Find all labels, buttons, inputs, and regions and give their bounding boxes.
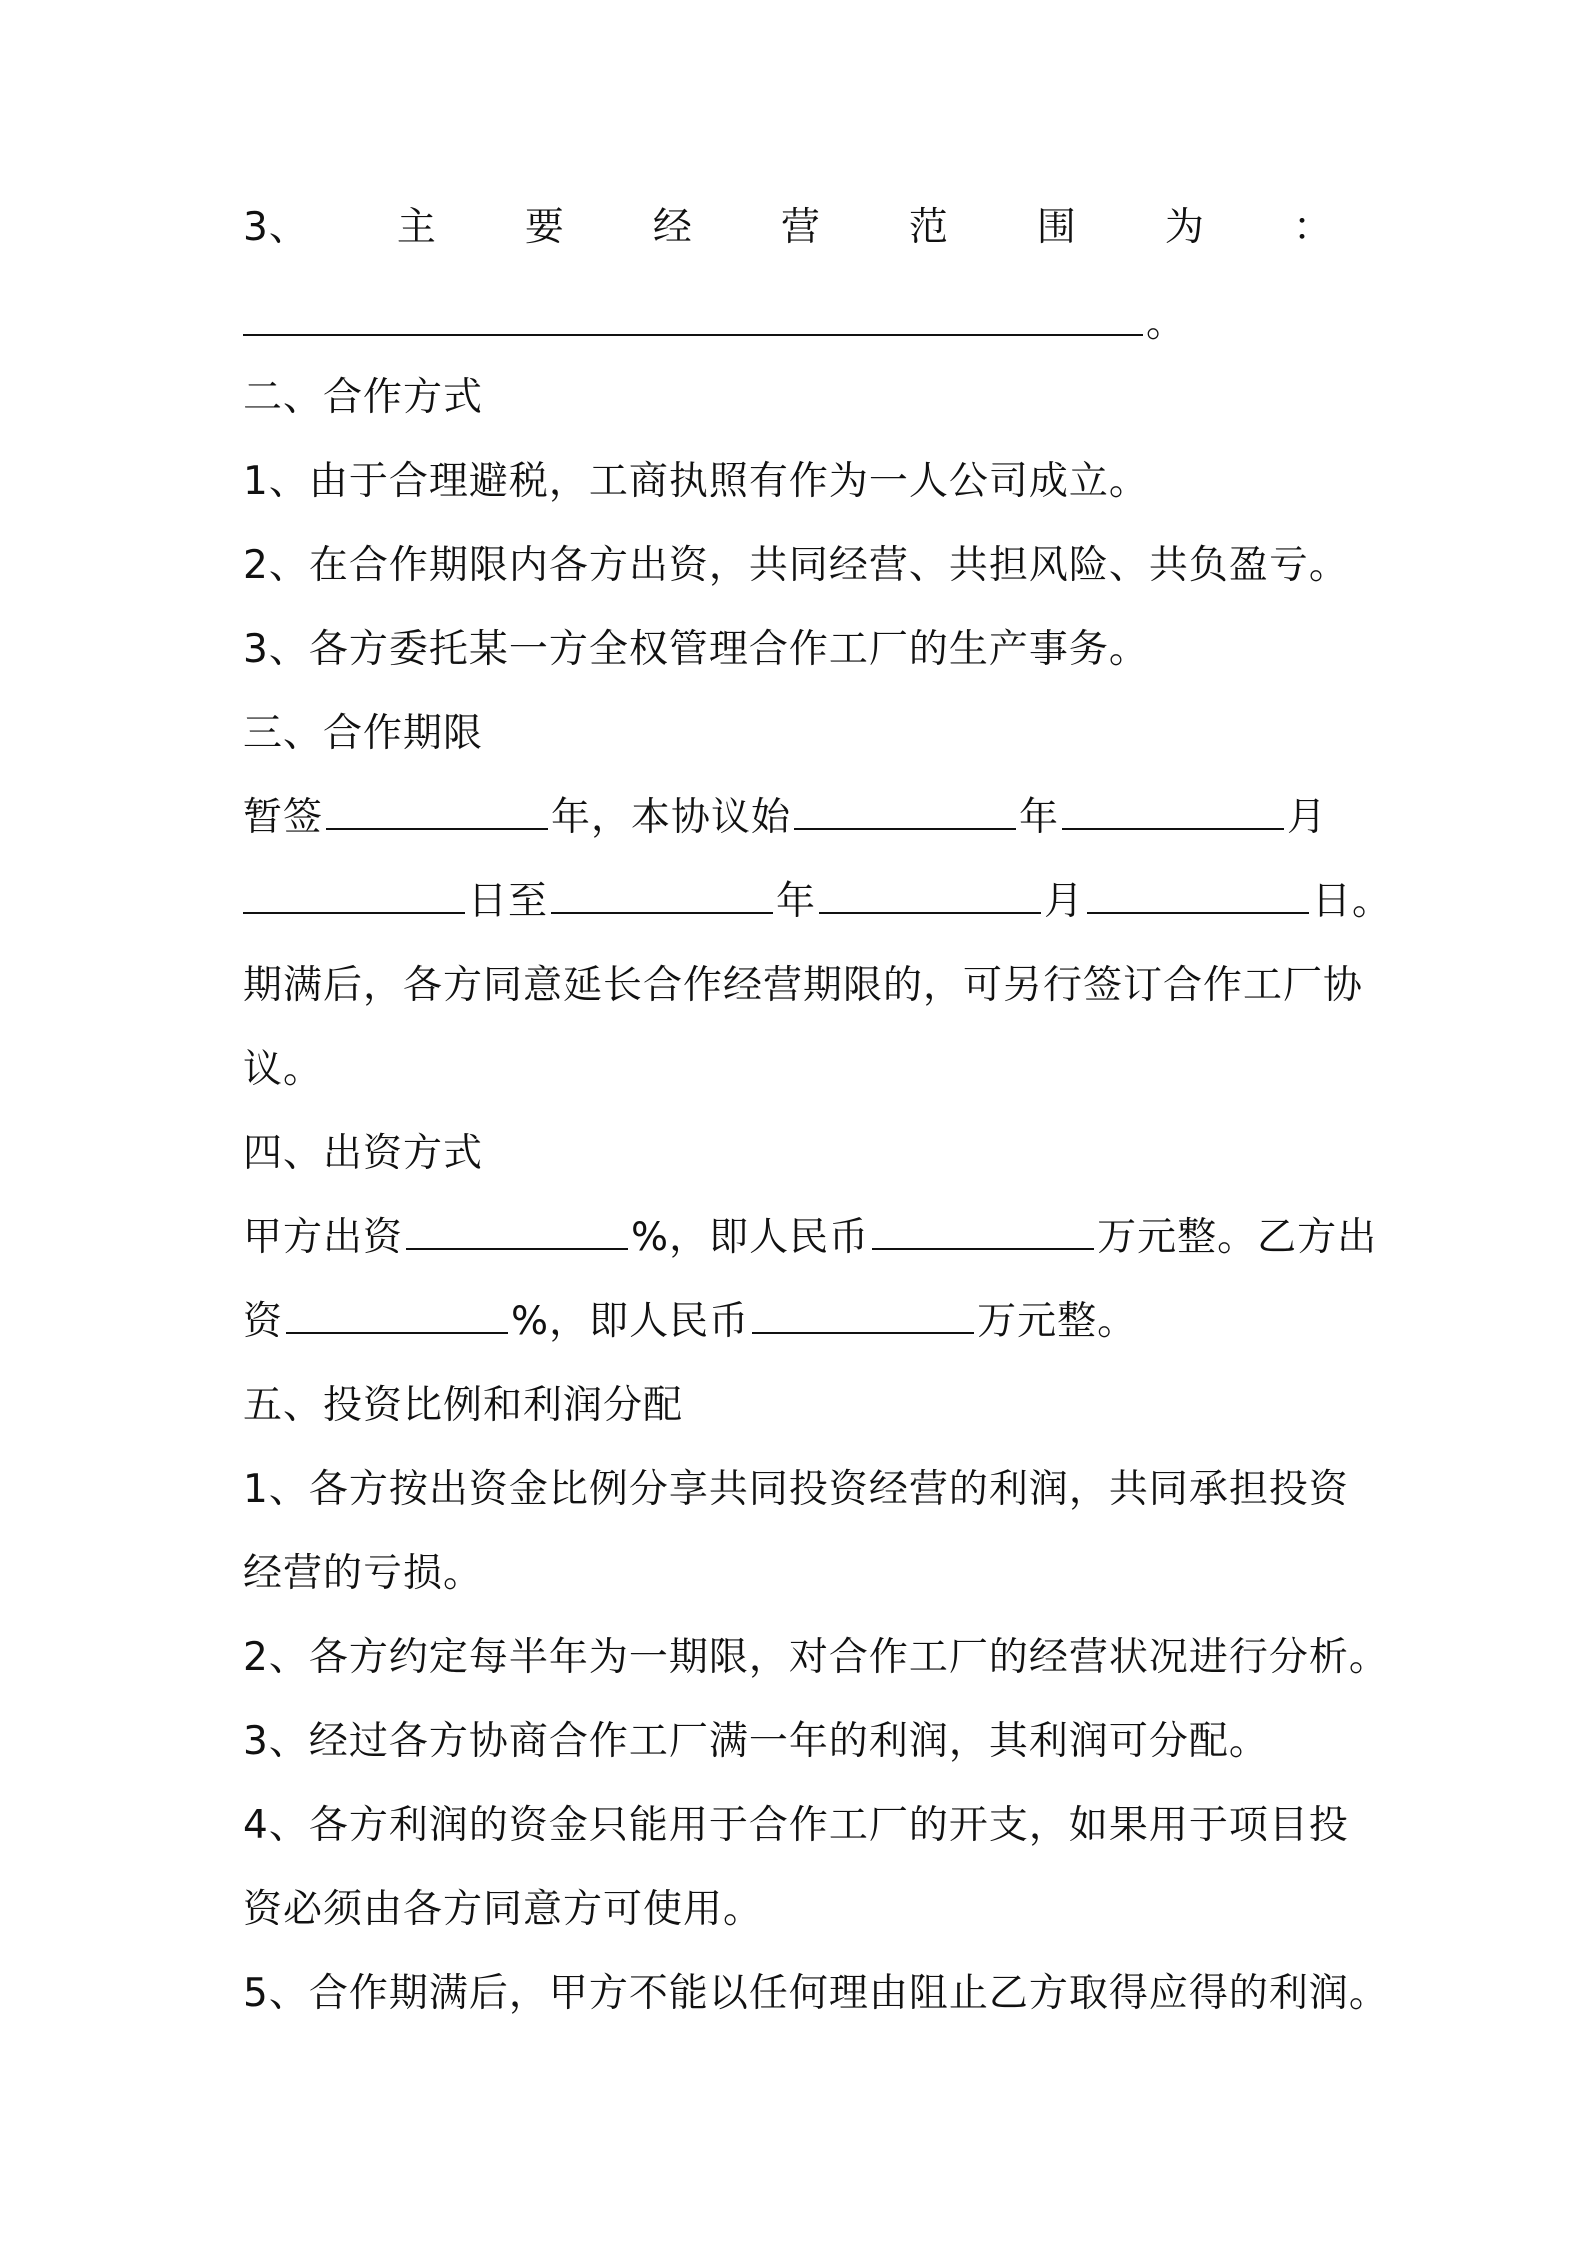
blank-start-day xyxy=(243,882,465,914)
period-mark: 。 xyxy=(1146,301,1187,346)
scope-char: 主 xyxy=(396,205,437,250)
text-segment: %，即人民币 xyxy=(511,1299,750,1344)
paragraph: 3、各方委托某一方全权管理合作工厂的生产事务。 xyxy=(243,627,1149,672)
term-line-1 xyxy=(243,790,1363,846)
investment-line-1 xyxy=(243,1210,1378,1266)
text-segment: 万元整。 xyxy=(977,1299,1138,1344)
section-heading-cooperation-method: 二、合作方式 xyxy=(243,375,484,420)
section-heading-investment-method: 四、出资方式 xyxy=(243,1131,484,1176)
text-segment: %，即人民币 xyxy=(631,1215,870,1260)
scope-char: 为 xyxy=(1164,205,1205,250)
scope-char: 经 xyxy=(652,205,693,250)
blank-party-a-percent xyxy=(406,1218,628,1250)
text-segment: 年，本协议始 xyxy=(551,795,792,840)
text-segment: 月 xyxy=(1044,879,1085,924)
blank-years xyxy=(326,798,548,830)
text-segment: 日。 xyxy=(1312,879,1393,924)
text-segment: 日至 xyxy=(468,879,549,924)
scope-char: ： xyxy=(1292,205,1333,250)
paragraph: 1、各方按出资金比例分享共同投资经营的利润，共同承担投资 xyxy=(243,1467,1349,1512)
paragraph: 4、各方利润的资金只能用于合作工厂的开支，如果用于项目投 xyxy=(243,1803,1349,1848)
blank-end-month xyxy=(819,882,1041,914)
paragraph: 议。 xyxy=(243,1047,324,1092)
text-segment: 资 xyxy=(243,1299,284,1344)
scope-char: 要 xyxy=(524,205,565,250)
section-heading-cooperation-term: 三、合作期限 xyxy=(243,711,484,756)
scope-char: 营 xyxy=(780,205,821,250)
blank-party-a-amount xyxy=(872,1218,1094,1250)
paragraph: 2、在合作期限内各方出资，共同经营、共担风险、共负盈亏。 xyxy=(243,543,1349,588)
business-scope-blank-line xyxy=(243,296,1363,352)
paragraph: 3、经过各方协商合作工厂满一年的利润，其利润可分配。 xyxy=(243,1719,1269,1764)
paragraph: 资必须由各方同意方可使用。 xyxy=(243,1887,764,1932)
paragraph: 期满后，各方同意延长合作经营期限的，可另行签订合作工厂协 xyxy=(243,963,1364,1008)
paragraph: 2、各方约定每半年为一期限，对合作工厂的经营状况进行分析。 xyxy=(243,1635,1389,1680)
paragraph: 5、合作期满后，甲方不能以任何理由阻止乙方取得应得的利润。 xyxy=(243,1971,1389,2016)
business-scope-blank xyxy=(243,304,1143,336)
term-line-2 xyxy=(243,874,1393,930)
text-segment: 月 xyxy=(1287,795,1328,840)
blank-party-b-percent xyxy=(286,1302,508,1334)
investment-line-2 xyxy=(243,1294,1363,1350)
paragraph: 1、由于合理避税，工商执照有作为一人公司成立。 xyxy=(243,459,1149,504)
section-heading-profit-distribution: 五、投资比例和利润分配 xyxy=(243,1383,684,1428)
scope-char: 3、 xyxy=(243,205,309,250)
business-scope-line xyxy=(243,200,1333,256)
text-segment: 甲方出资 xyxy=(243,1215,404,1260)
text-segment: 年 xyxy=(1019,795,1060,840)
blank-start-year xyxy=(794,798,1016,830)
paragraph: 经营的亏损。 xyxy=(243,1551,484,1596)
text-segment: 万元整。乙方出 xyxy=(1097,1215,1378,1260)
scope-char: 围 xyxy=(1036,205,1077,250)
blank-end-day xyxy=(1087,882,1309,914)
scope-char: 范 xyxy=(908,205,949,250)
blank-end-year xyxy=(551,882,773,914)
blank-party-b-amount xyxy=(752,1302,974,1334)
blank-start-month xyxy=(1062,798,1284,830)
text-segment: 暂签 xyxy=(243,795,324,840)
text-segment: 年 xyxy=(776,879,817,924)
